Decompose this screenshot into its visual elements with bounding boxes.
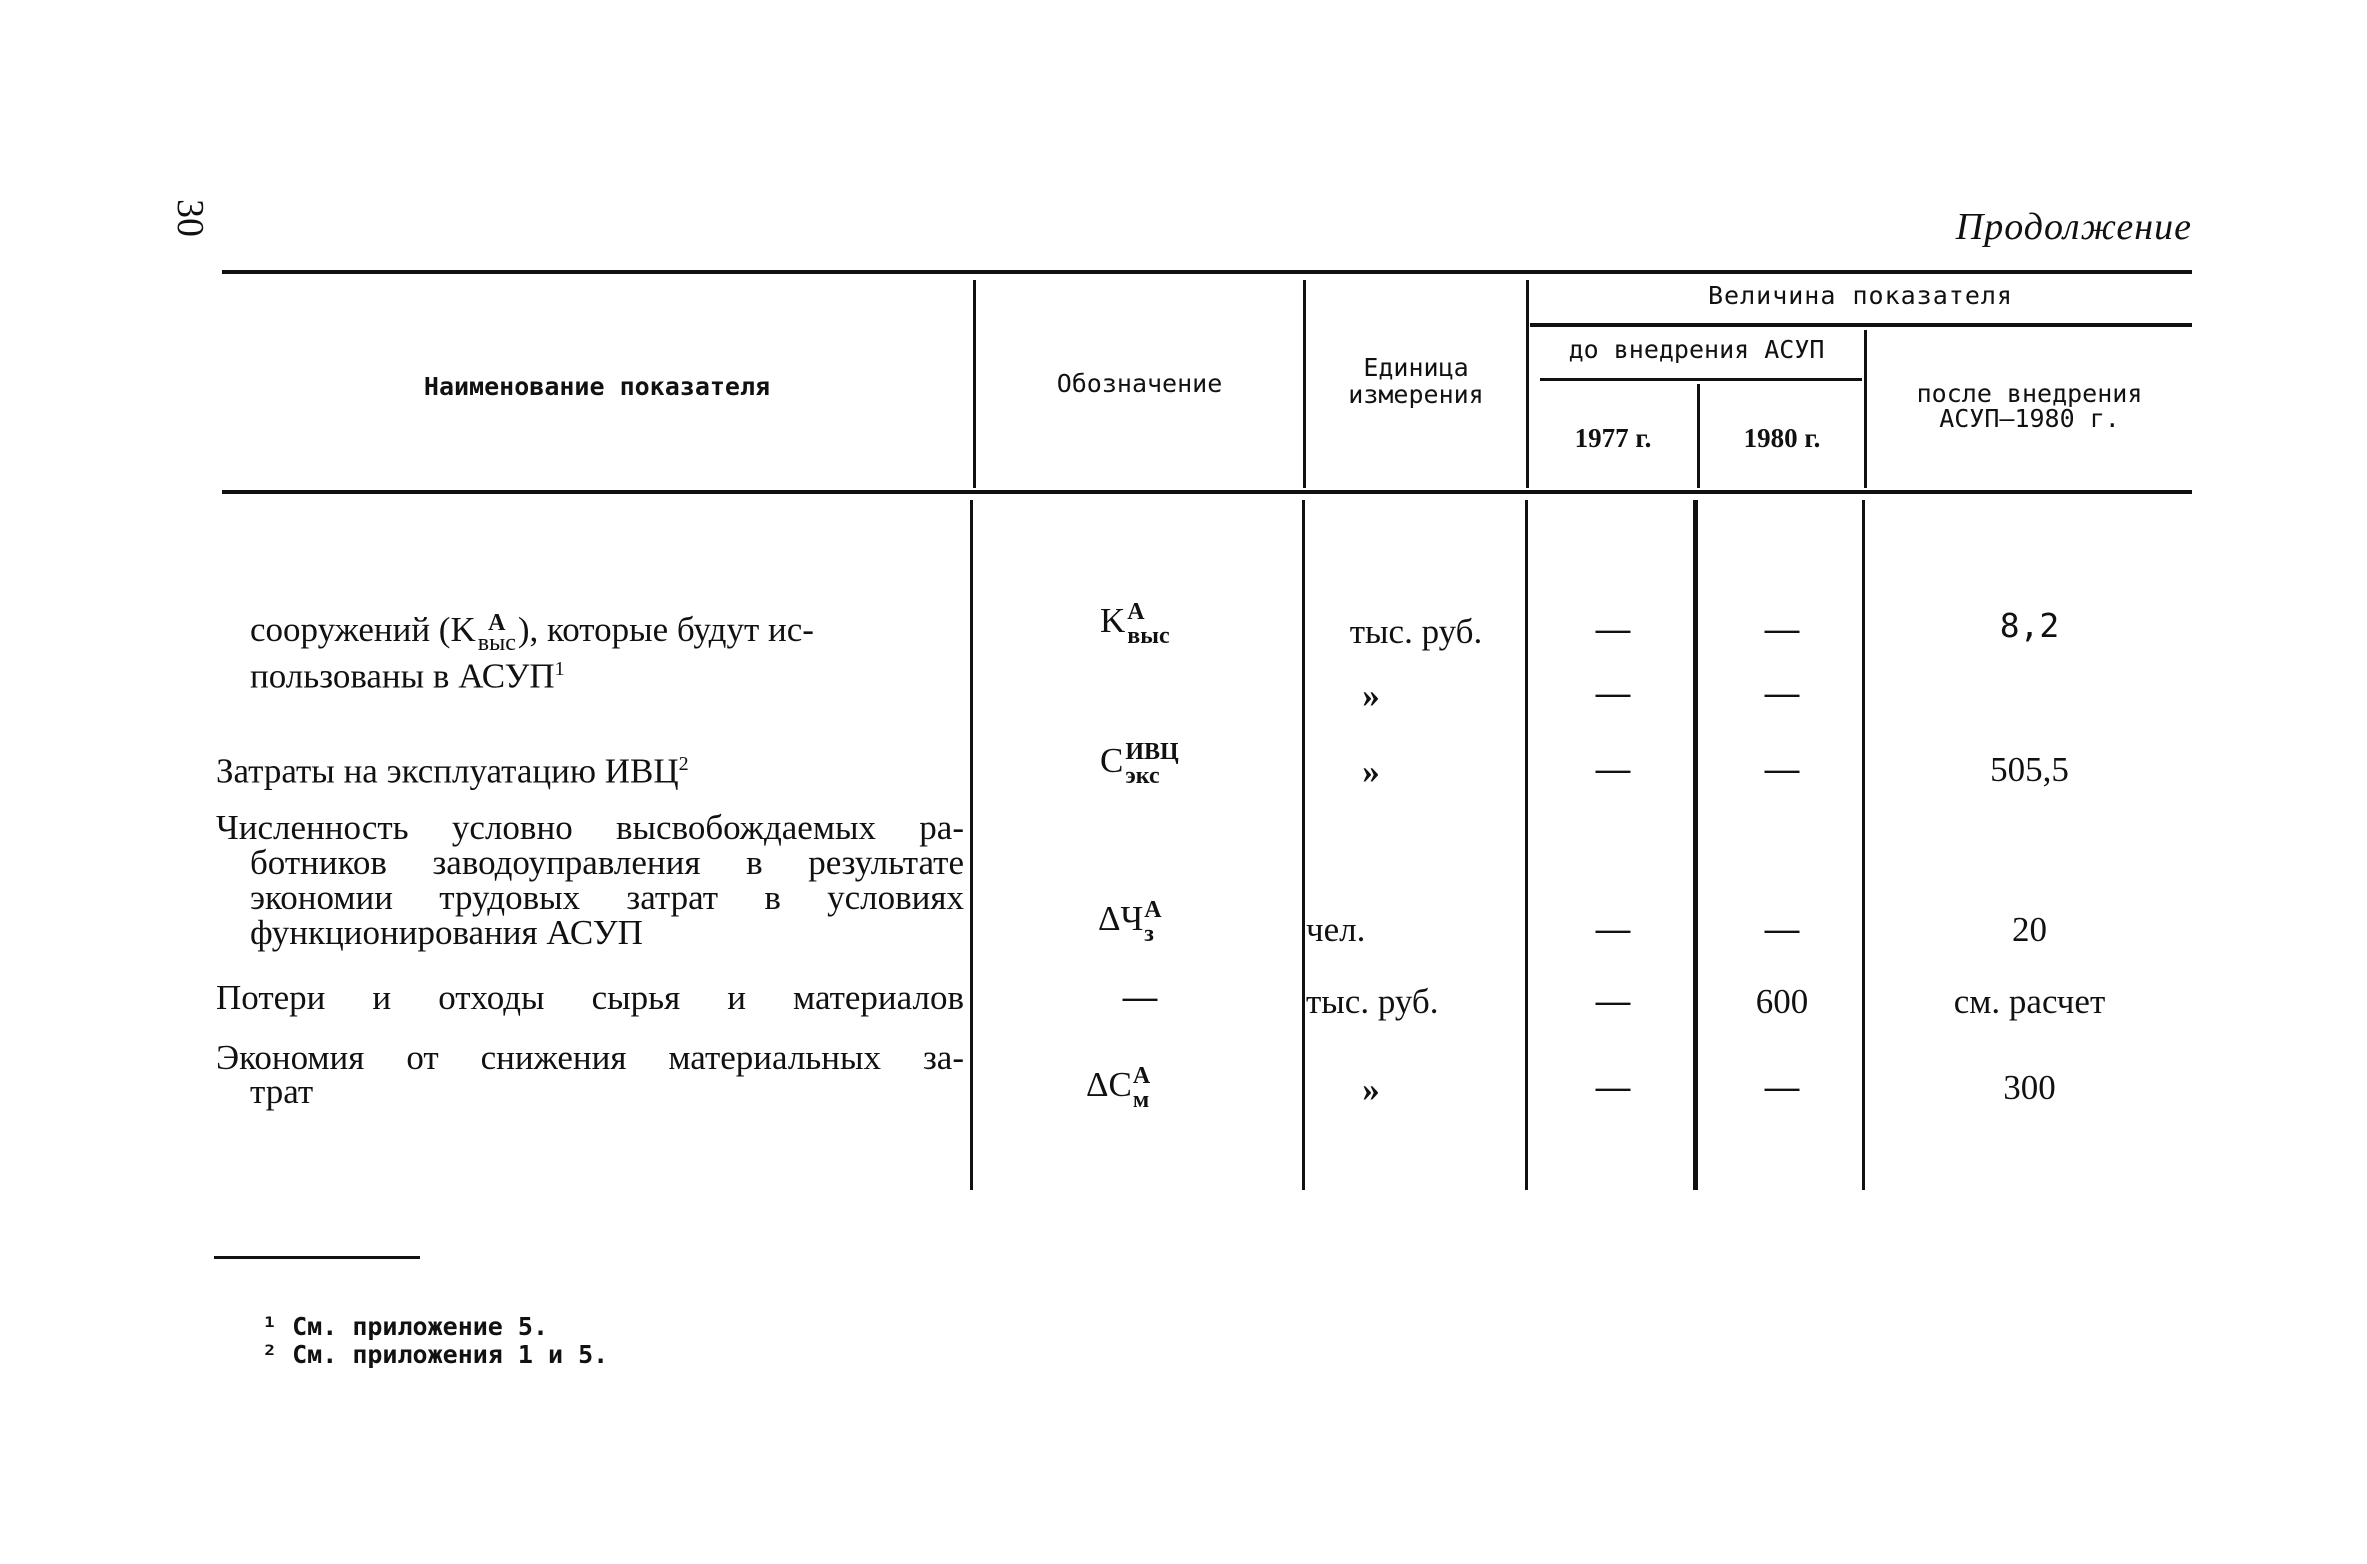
row5-after: 300 [2003, 1068, 2056, 1107]
row5-symbol: ΔC А м [1086, 1063, 1151, 1113]
header-value: Величина показателя [1708, 281, 2013, 310]
row1-1977: — [1595, 610, 1631, 649]
footnote-1: ¹ См. приложение 5. [262, 1312, 548, 1341]
row1-name-line2: пользованы в АСУП$^1$ [250, 656, 565, 696]
header-divider-3 [1526, 280, 1529, 488]
row2-unit: » [1362, 752, 1380, 791]
row5-name-line1: Экономия от снижения материальных за- [216, 1038, 964, 1077]
row4-1980: 600 [1755, 982, 1809, 1021]
row3-symbol: ΔЧ А з [1098, 897, 1162, 947]
page-number: 30 [169, 199, 211, 237]
row2-symbol: C ИВЦ экс [1100, 739, 1179, 789]
body-divider-1 [970, 500, 973, 1190]
header-bottom-rule [222, 490, 2192, 494]
row3-unit: чел. [1306, 910, 1366, 949]
header-1977: 1977 г. [1574, 423, 1652, 453]
footnote-2: ² См. приложения 1 и 5. [262, 1340, 609, 1369]
row5-unit: » [1362, 1070, 1380, 1109]
row4-unit: тыс. руб. [1306, 982, 1439, 1021]
row2-1980: — [1764, 750, 1800, 789]
header-unit-2: измерения [1348, 380, 1484, 409]
row4-symbol: — [1122, 978, 1158, 1017]
row4-name: Потери и отходы сырья и материалов [216, 978, 964, 1017]
row1b-1980: — [1764, 674, 1800, 713]
value-group-rule [1530, 323, 2192, 327]
row4-1977: — [1595, 982, 1631, 1021]
row3-1977: — [1595, 910, 1631, 949]
row5-1977: — [1595, 1068, 1631, 1107]
table-top-rule [222, 270, 2192, 274]
header-1980: 1980 г. [1743, 423, 1821, 453]
header-before: до внедрения АСУП [1568, 335, 1825, 364]
header-after-1: после внедрения [1916, 379, 2143, 408]
row1-symbol: K А выс [1100, 599, 1170, 649]
row3-name-line3: экономии трудовых затрат в условиях [250, 878, 964, 917]
row5-1980: — [1764, 1068, 1800, 1107]
row1b-unit: » [1362, 676, 1380, 715]
row1-unit: тыс. руб. [1349, 612, 1483, 651]
row2-1977: — [1595, 750, 1631, 789]
row3-1980: — [1764, 910, 1800, 949]
row1b-1977: — [1595, 674, 1631, 713]
header-after-2: АСУП—1980 г. [1939, 404, 2120, 433]
row5-name-line2: трат [250, 1072, 314, 1111]
body-divider-2 [1302, 500, 1305, 1190]
row3-name-line2: ботников заводоуправления в результате [250, 843, 964, 882]
before-group-rule [1540, 378, 1862, 381]
body-divider-3 [1525, 500, 1528, 1190]
row1-1980: — [1764, 610, 1800, 649]
header-name: Наименование показателя [423, 372, 771, 401]
row2-name: Затраты на эксплуатацию ИВЦ$^2$ [216, 751, 689, 791]
row3-name-line4: функционирования АСУП [250, 913, 643, 952]
row1-after: 8,2 [1999, 606, 2060, 645]
row2-after: 505,5 [1990, 750, 2069, 789]
row1-name-line1: сооружений (K А выс ), которые будут ис- [250, 609, 814, 656]
footnote-rule [214, 1256, 420, 1259]
header-unit-1: Единица [1363, 353, 1469, 382]
header-symbol: Обозначение [1056, 369, 1223, 398]
row4-after: см. расчет [1953, 982, 2106, 1021]
row3-after: 20 [2012, 910, 2047, 949]
continuation-label: Продолжение [1955, 206, 2192, 248]
row3-name-line1: Численность условно высвобождаемых ра- [216, 808, 964, 847]
